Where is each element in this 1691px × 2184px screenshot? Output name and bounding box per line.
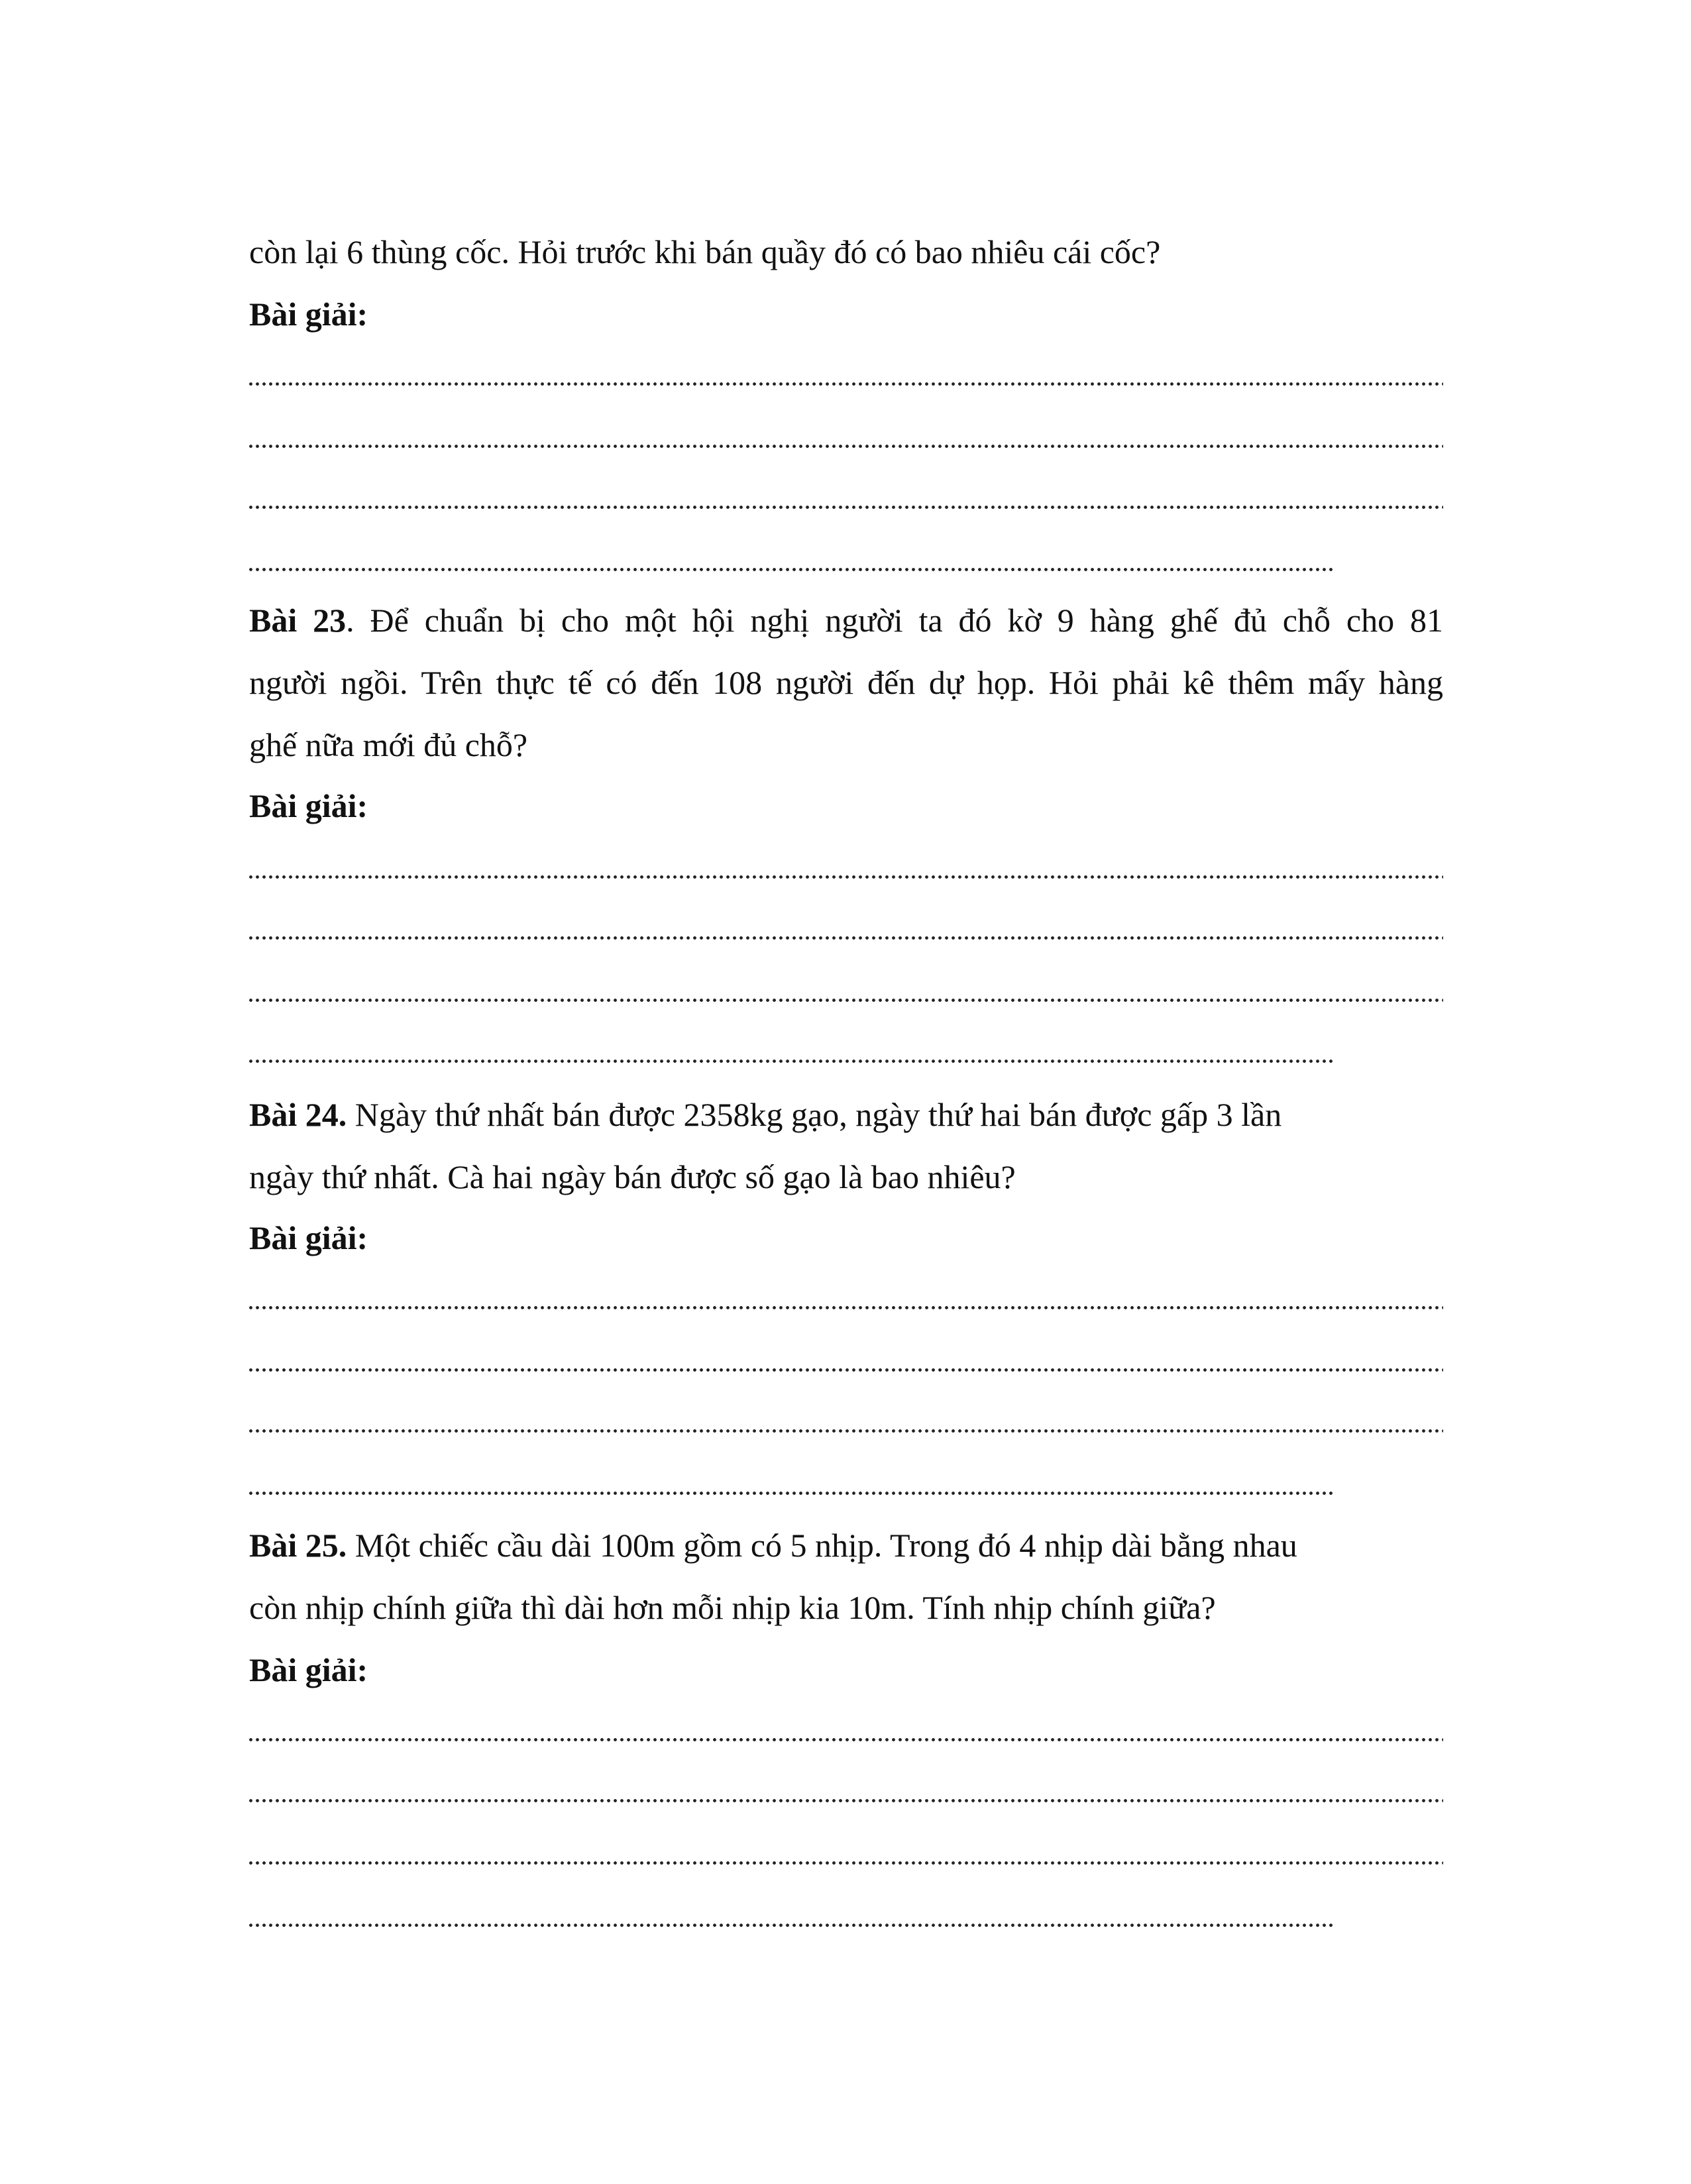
solution-label: Bài giải: <box>249 787 368 824</box>
problem-22-text-line: còn lại 6 thùng cốc. Hỏi trước khi bán quầy đó có bao nhiêu cái cốc? <box>249 233 1161 270</box>
answer-line[interactable] <box>249 355 1443 395</box>
solution-label: Bài giải: <box>249 1651 368 1688</box>
answer-line[interactable] <box>249 1772 1443 1812</box>
answer-line[interactable] <box>249 1279 1443 1319</box>
problem-23-line-1 <box>249 600 1443 640</box>
problem-25-label: Bài 25. <box>249 1527 347 1564</box>
answer-line[interactable] <box>249 417 1443 457</box>
problem-24-text: Ngày thứ nhất bán được 2358kg gạo, ngày thứ hai bán được gấp 3 lần <box>347 1096 1282 1133</box>
answer-line[interactable] <box>249 909 1443 949</box>
problem-23-line-2: người ngồi. Trên thực tế có đến 108 người đến dự họp. Hỏi phải kê thêm mấy hàng <box>249 664 1443 701</box>
answer-line[interactable] <box>249 1896 1336 1936</box>
problem-23-text: . Để chuẩn bị cho một hội nghị người ta đó kờ 9 hàng ghế đủ chỗ cho 81 <box>346 602 1444 639</box>
problem-25-line-2: còn nhịp chính giữa thì dài hơn mỗi nhịp kia 10m. Tính nhịp chính giữa? <box>249 1589 1216 1626</box>
problem-24-label: Bài 24. <box>249 1096 347 1133</box>
answer-line[interactable] <box>249 1834 1443 1874</box>
answer-line[interactable] <box>249 1032 1336 1072</box>
solution-label: Bài giải: <box>249 296 368 333</box>
answer-line[interactable] <box>249 1464 1336 1504</box>
problem-23-label: Bài 23 <box>249 602 347 639</box>
problem-25-text: Một chiếc cầu dài 100m gồm có 5 nhịp. Trong đó 4 nhịp dài bằng nhau <box>347 1527 1297 1564</box>
answer-line[interactable] <box>249 971 1443 1011</box>
answer-line[interactable] <box>249 541 1336 580</box>
problem-24-line-1 <box>249 1095 1282 1134</box>
problem-24-line-2: ngày thứ nhất. Cà hai ngày bán được số gạo là bao nhiêu? <box>249 1158 1016 1195</box>
answer-line[interactable] <box>249 1402 1443 1442</box>
problem-25-line-1 <box>249 1525 1297 1565</box>
solution-label: Bài giải: <box>249 1219 368 1256</box>
answer-line[interactable] <box>249 1711 1443 1751</box>
answer-line[interactable] <box>249 478 1443 518</box>
problem-23-line-3: ghế nữa mới đủ chỗ? <box>249 726 528 763</box>
answer-line[interactable] <box>249 848 1443 888</box>
answer-line[interactable] <box>249 1341 1443 1381</box>
